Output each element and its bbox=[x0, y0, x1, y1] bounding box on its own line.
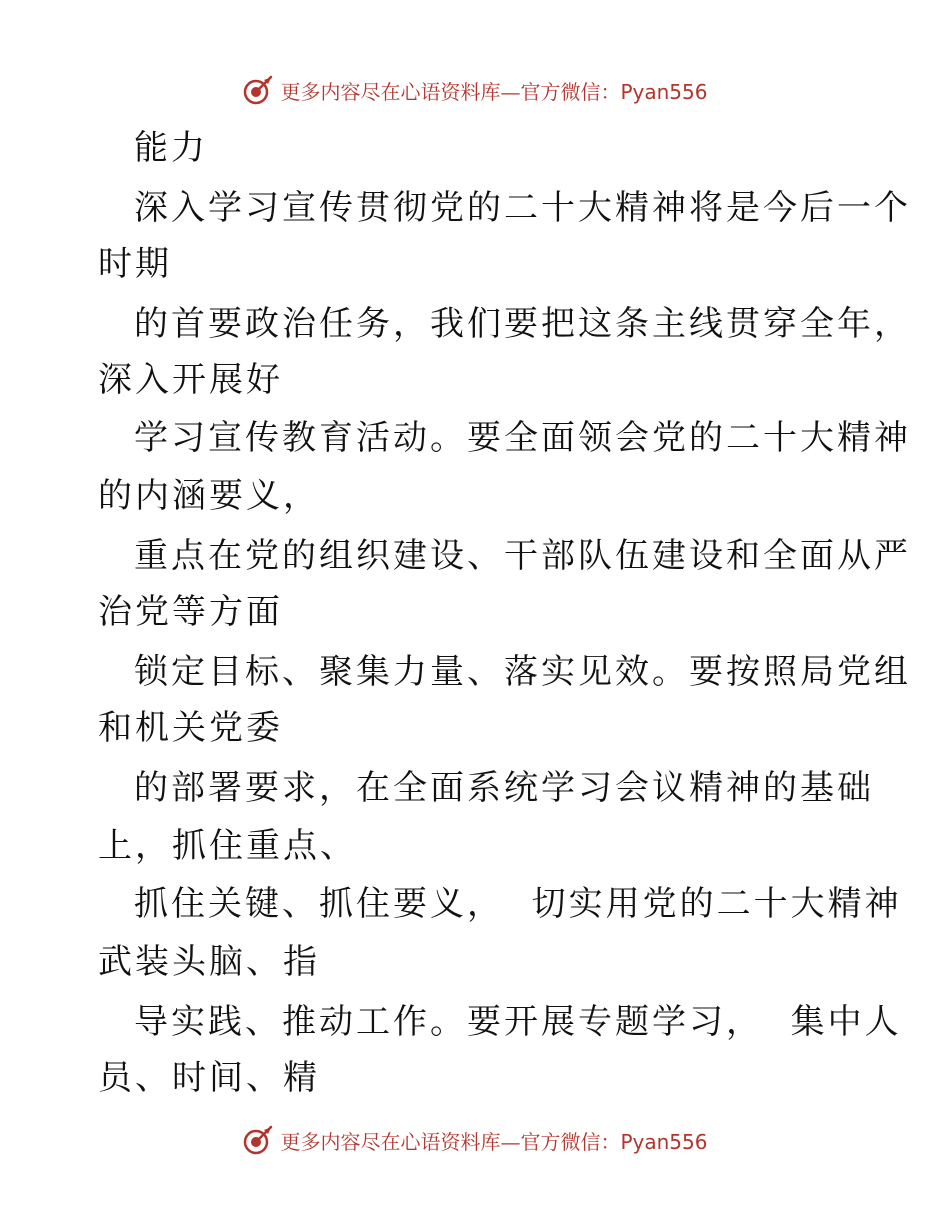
body-line: 深入学习宣传贯彻党的二十大精神将是今后一个 bbox=[134, 188, 911, 228]
body-line: 治党等方面 bbox=[98, 592, 283, 632]
body-line: 时期 bbox=[98, 244, 172, 284]
body-line: 抓住关键、抓住要义， 切实用党的二十大精神 bbox=[134, 884, 902, 924]
body-line: 锁定目标、聚集力量、落实见效。要按照局党组 bbox=[134, 652, 911, 692]
body-line: 上，抓住重点、 bbox=[98, 826, 357, 866]
body-line: 武装头脑、指 bbox=[98, 942, 320, 982]
footer-watermark bbox=[0, 1120, 950, 1160]
watermark-wechat-text: 官方微信：Pyan556 bbox=[520, 79, 708, 104]
watermark-site-text: 更多内容尽在心语资料库— bbox=[280, 1129, 521, 1154]
watermark-site-text: 更多内容尽在心语资料库— bbox=[280, 79, 521, 104]
body-line: 能力 bbox=[134, 128, 208, 168]
body-line: 的首要政治任务，我们要把这条主线贯穿全年， bbox=[134, 304, 911, 344]
body-line: 的部署要求，在全面系统学习会议精神的基础 bbox=[134, 768, 874, 808]
body-line: 员、时间、精 bbox=[98, 1058, 320, 1098]
body-line: 深入开展好 bbox=[98, 360, 283, 400]
body-line: 导实践、推动工作。要开展专题学习， 集中人 bbox=[134, 1002, 902, 1042]
body-line: 重点在党的组织建设、干部队伍建设和全面从严 bbox=[134, 536, 911, 576]
watermark-wechat-text: 官方微信：Pyan556 bbox=[520, 1129, 708, 1154]
body-line: 的内涵要义， bbox=[98, 476, 320, 516]
body-line: 学习宣传教育活动。要全面领会党的二十大精神 bbox=[134, 418, 911, 458]
quill-pen-seal-icon bbox=[242, 1124, 274, 1156]
body-line: 和机关党委 bbox=[98, 708, 283, 748]
